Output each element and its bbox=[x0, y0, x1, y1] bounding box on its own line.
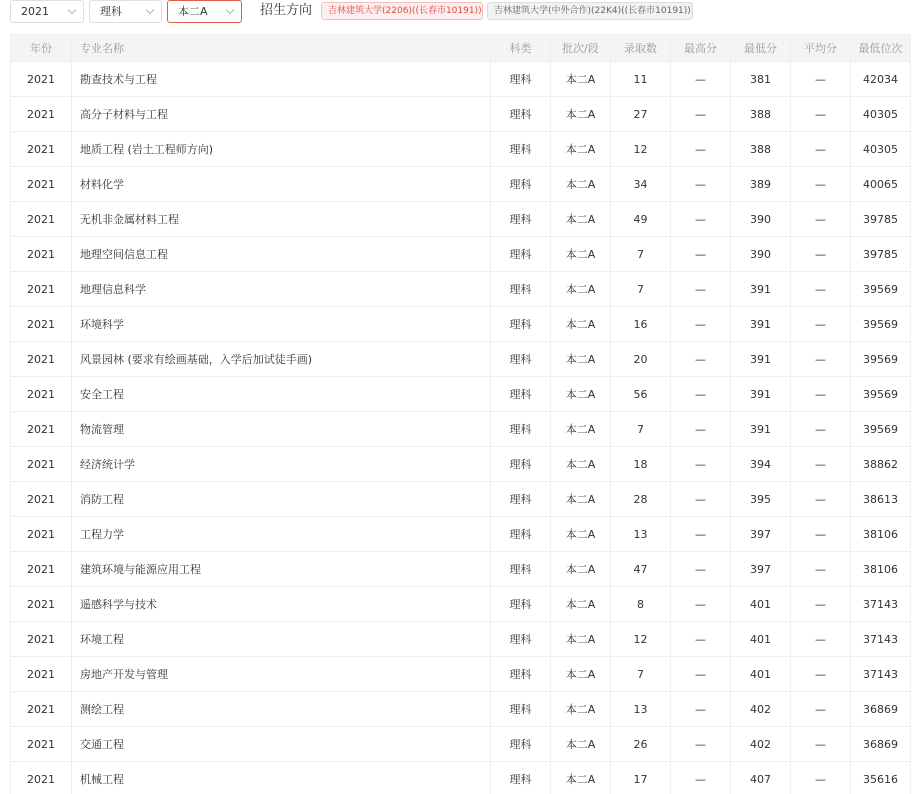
cell-min-score: 401 bbox=[731, 587, 791, 622]
cell-year: 2021 bbox=[11, 657, 72, 692]
table-header-row bbox=[11, 35, 911, 62]
cell-admitted: 12 bbox=[611, 132, 671, 167]
table-row bbox=[11, 272, 911, 307]
cell-min-rank: 36869 bbox=[851, 692, 911, 727]
cell-admitted: 34 bbox=[611, 167, 671, 202]
cell-min-score: 390 bbox=[731, 237, 791, 272]
cell-avg-score: — bbox=[791, 62, 851, 97]
score-table-container bbox=[10, 34, 910, 794]
cell-subject: 理科 bbox=[491, 447, 551, 482]
cell-avg-score: — bbox=[791, 132, 851, 167]
filter-bar bbox=[0, 0, 916, 30]
cell-avg-score: — bbox=[791, 307, 851, 342]
table-row bbox=[11, 377, 911, 412]
cell-batch: 本二A bbox=[551, 62, 611, 97]
cell-max-score: — bbox=[671, 447, 731, 482]
cell-max-score: — bbox=[671, 657, 731, 692]
cell-batch: 本二A bbox=[551, 97, 611, 132]
cell-min-rank: 35616 bbox=[851, 762, 911, 794]
cell-min-rank: 38862 bbox=[851, 447, 911, 482]
subject-select-value: 理科 bbox=[100, 5, 122, 18]
cell-max-score: — bbox=[671, 587, 731, 622]
table-row bbox=[11, 307, 911, 342]
cell-year: 2021 bbox=[11, 622, 72, 657]
cell-major: 机械工程 bbox=[72, 762, 491, 794]
cell-min-score: 381 bbox=[731, 62, 791, 97]
cell-max-score: — bbox=[671, 272, 731, 307]
cell-major: 工程力学 bbox=[72, 517, 491, 552]
cell-admitted: 28 bbox=[611, 482, 671, 517]
table-row bbox=[11, 762, 911, 794]
table-row bbox=[11, 552, 911, 587]
cell-subject: 理科 bbox=[491, 62, 551, 97]
cell-year: 2021 bbox=[11, 272, 72, 307]
cell-min-score: 391 bbox=[731, 342, 791, 377]
header-max-score: 最高分 bbox=[671, 35, 731, 62]
cell-major: 消防工程 bbox=[72, 482, 491, 517]
cell-max-score: — bbox=[671, 377, 731, 412]
cell-max-score: — bbox=[671, 692, 731, 727]
header-year: 年份 bbox=[11, 35, 72, 62]
cell-max-score: — bbox=[671, 762, 731, 794]
cell-min-score: 391 bbox=[731, 272, 791, 307]
cell-min-rank: 38106 bbox=[851, 517, 911, 552]
table-row bbox=[11, 167, 911, 202]
cell-min-score: 391 bbox=[731, 412, 791, 447]
cell-admitted: 7 bbox=[611, 272, 671, 307]
cell-max-score: — bbox=[671, 412, 731, 447]
cell-year: 2021 bbox=[11, 692, 72, 727]
table-row bbox=[11, 342, 911, 377]
cell-year: 2021 bbox=[11, 482, 72, 517]
cell-max-score: — bbox=[671, 167, 731, 202]
cell-year: 2021 bbox=[11, 517, 72, 552]
cell-min-score: 388 bbox=[731, 132, 791, 167]
table-row bbox=[11, 132, 911, 167]
cell-min-rank: 39569 bbox=[851, 412, 911, 447]
cell-year: 2021 bbox=[11, 97, 72, 132]
cell-major: 风景园林 (要求有绘画基础，入学后加试徒手画) bbox=[72, 342, 491, 377]
batch-select[interactable] bbox=[167, 0, 242, 23]
cell-year: 2021 bbox=[11, 202, 72, 237]
cell-subject: 理科 bbox=[491, 517, 551, 552]
table-row bbox=[11, 447, 911, 482]
cell-subject: 理科 bbox=[491, 132, 551, 167]
cell-admitted: 17 bbox=[611, 762, 671, 794]
year-select[interactable] bbox=[10, 0, 84, 23]
cell-min-rank: 39569 bbox=[851, 307, 911, 342]
cell-admitted: 11 bbox=[611, 62, 671, 97]
cell-avg-score: — bbox=[791, 727, 851, 762]
table-row bbox=[11, 202, 911, 237]
cell-batch: 本二A bbox=[551, 552, 611, 587]
cell-subject: 理科 bbox=[491, 97, 551, 132]
cell-avg-score: — bbox=[791, 377, 851, 412]
cell-batch: 本二A bbox=[551, 517, 611, 552]
cell-subject: 理科 bbox=[491, 307, 551, 342]
cell-admitted: 20 bbox=[611, 342, 671, 377]
cell-subject: 理科 bbox=[491, 202, 551, 237]
cell-min-rank: 39569 bbox=[851, 272, 911, 307]
cell-subject: 理科 bbox=[491, 727, 551, 762]
cell-batch: 本二A bbox=[551, 307, 611, 342]
cell-subject: 理科 bbox=[491, 412, 551, 447]
cell-major: 安全工程 bbox=[72, 377, 491, 412]
cell-subject: 理科 bbox=[491, 587, 551, 622]
cell-major: 物流管理 bbox=[72, 412, 491, 447]
header-major: 专业名称 bbox=[72, 35, 491, 62]
cell-major: 测绘工程 bbox=[72, 692, 491, 727]
cell-subject: 理科 bbox=[491, 552, 551, 587]
cell-min-score: 397 bbox=[731, 552, 791, 587]
batch-select-value: 本二A bbox=[178, 5, 208, 18]
cell-min-rank: 37143 bbox=[851, 622, 911, 657]
cell-year: 2021 bbox=[11, 307, 72, 342]
cell-batch: 本二A bbox=[551, 762, 611, 794]
cell-min-score: 389 bbox=[731, 167, 791, 202]
cell-avg-score: — bbox=[791, 552, 851, 587]
cell-batch: 本二A bbox=[551, 377, 611, 412]
cell-batch: 本二A bbox=[551, 202, 611, 237]
cell-admitted: 56 bbox=[611, 377, 671, 412]
cell-avg-score: — bbox=[791, 657, 851, 692]
cell-admitted: 49 bbox=[611, 202, 671, 237]
cell-subject: 理科 bbox=[491, 482, 551, 517]
cell-min-score: 407 bbox=[731, 762, 791, 794]
cell-subject: 理科 bbox=[491, 657, 551, 692]
cell-max-score: — bbox=[671, 482, 731, 517]
cell-major: 经济统计学 bbox=[72, 447, 491, 482]
cell-min-score: 391 bbox=[731, 377, 791, 412]
cell-avg-score: — bbox=[791, 97, 851, 132]
cell-min-score: 402 bbox=[731, 692, 791, 727]
cell-admitted: 13 bbox=[611, 517, 671, 552]
cell-subject: 理科 bbox=[491, 272, 551, 307]
cell-min-rank: 42034 bbox=[851, 62, 911, 97]
cell-min-rank: 39785 bbox=[851, 237, 911, 272]
cell-min-rank: 37143 bbox=[851, 657, 911, 692]
cell-subject: 理科 bbox=[491, 342, 551, 377]
cell-min-rank: 40305 bbox=[851, 132, 911, 167]
cell-year: 2021 bbox=[11, 377, 72, 412]
cell-year: 2021 bbox=[11, 727, 72, 762]
cell-admitted: 13 bbox=[611, 692, 671, 727]
table-row bbox=[11, 97, 911, 132]
cell-min-score: 394 bbox=[731, 447, 791, 482]
cell-batch: 本二A bbox=[551, 447, 611, 482]
cell-major: 材料化学 bbox=[72, 167, 491, 202]
cell-max-score: — bbox=[671, 727, 731, 762]
cell-max-score: — bbox=[671, 97, 731, 132]
cell-max-score: — bbox=[671, 622, 731, 657]
cell-major: 地理空间信息工程 bbox=[72, 237, 491, 272]
header-min-score: 最低分 bbox=[731, 35, 791, 62]
cell-min-score: 391 bbox=[731, 307, 791, 342]
cell-year: 2021 bbox=[11, 587, 72, 622]
cell-batch: 本二A bbox=[551, 167, 611, 202]
cell-year: 2021 bbox=[11, 552, 72, 587]
cell-max-score: — bbox=[671, 517, 731, 552]
cell-max-score: — bbox=[671, 342, 731, 377]
cell-min-score: 402 bbox=[731, 727, 791, 762]
cell-admitted: 7 bbox=[611, 412, 671, 447]
cell-avg-score: — bbox=[791, 482, 851, 517]
cell-major: 房地产开发与管理 bbox=[72, 657, 491, 692]
cell-avg-score: — bbox=[791, 412, 851, 447]
cell-batch: 本二A bbox=[551, 587, 611, 622]
cell-avg-score: — bbox=[791, 237, 851, 272]
cell-major: 交通工程 bbox=[72, 727, 491, 762]
cell-min-score: 401 bbox=[731, 622, 791, 657]
table-row bbox=[11, 587, 911, 622]
table-row bbox=[11, 517, 911, 552]
table-row bbox=[11, 727, 911, 762]
header-min-rank: 最低位次 bbox=[851, 35, 911, 62]
subject-select[interactable] bbox=[89, 0, 162, 23]
cell-max-score: — bbox=[671, 552, 731, 587]
cell-min-rank: 40065 bbox=[851, 167, 911, 202]
cell-avg-score: — bbox=[791, 622, 851, 657]
cell-max-score: — bbox=[671, 62, 731, 97]
cell-max-score: — bbox=[671, 202, 731, 237]
cell-batch: 本二A bbox=[551, 657, 611, 692]
cell-subject: 理科 bbox=[491, 692, 551, 727]
cell-max-score: — bbox=[671, 132, 731, 167]
cell-major: 勘查技术与工程 bbox=[72, 62, 491, 97]
cell-year: 2021 bbox=[11, 342, 72, 377]
cell-avg-score: — bbox=[791, 202, 851, 237]
table-row bbox=[11, 622, 911, 657]
cell-avg-score: — bbox=[791, 447, 851, 482]
cell-year: 2021 bbox=[11, 62, 72, 97]
cell-avg-score: — bbox=[791, 692, 851, 727]
table-row bbox=[11, 482, 911, 517]
cell-batch: 本二A bbox=[551, 412, 611, 447]
cell-major: 地理信息科学 bbox=[72, 272, 491, 307]
cell-avg-score: — bbox=[791, 517, 851, 552]
cell-year: 2021 bbox=[11, 762, 72, 794]
chevron-down-icon bbox=[226, 6, 234, 14]
cell-batch: 本二A bbox=[551, 482, 611, 517]
cell-major: 环境工程 bbox=[72, 622, 491, 657]
cell-year: 2021 bbox=[11, 132, 72, 167]
table-row bbox=[11, 692, 911, 727]
cell-subject: 理科 bbox=[491, 167, 551, 202]
cell-min-score: 390 bbox=[731, 202, 791, 237]
cell-major: 建筑环境与能源应用工程 bbox=[72, 552, 491, 587]
cell-admitted: 26 bbox=[611, 727, 671, 762]
table-row bbox=[11, 237, 911, 272]
cell-max-score: — bbox=[671, 237, 731, 272]
cell-year: 2021 bbox=[11, 447, 72, 482]
header-subject: 科类 bbox=[491, 35, 551, 62]
cell-min-rank: 38106 bbox=[851, 552, 911, 587]
cell-year: 2021 bbox=[11, 167, 72, 202]
cell-admitted: 16 bbox=[611, 307, 671, 342]
cell-min-rank: 38613 bbox=[851, 482, 911, 517]
cell-avg-score: — bbox=[791, 167, 851, 202]
cell-major: 地质工程 (岩土工程师方向) bbox=[72, 132, 491, 167]
table-row bbox=[11, 412, 911, 447]
cell-subject: 理科 bbox=[491, 377, 551, 412]
cell-min-score: 397 bbox=[731, 517, 791, 552]
cell-min-rank: 40305 bbox=[851, 97, 911, 132]
cell-major: 无机非金属材料工程 bbox=[72, 202, 491, 237]
cell-major: 高分子材料与工程 bbox=[72, 97, 491, 132]
header-admitted: 录取数 bbox=[611, 35, 671, 62]
cell-subject: 理科 bbox=[491, 762, 551, 794]
cell-subject: 理科 bbox=[491, 622, 551, 657]
cell-batch: 本二A bbox=[551, 692, 611, 727]
score-table bbox=[10, 34, 911, 794]
cell-major: 环境科学 bbox=[72, 307, 491, 342]
table-row bbox=[11, 62, 911, 97]
cell-batch: 本二A bbox=[551, 237, 611, 272]
cell-min-rank: 36869 bbox=[851, 727, 911, 762]
header-batch: 批次/段 bbox=[551, 35, 611, 62]
cell-max-score: — bbox=[671, 307, 731, 342]
cell-year: 2021 bbox=[11, 412, 72, 447]
cell-min-score: 388 bbox=[731, 97, 791, 132]
cell-avg-score: — bbox=[791, 272, 851, 307]
cell-admitted: 8 bbox=[611, 587, 671, 622]
cell-major: 遥感科学与技术 bbox=[72, 587, 491, 622]
table-row bbox=[11, 657, 911, 692]
cell-min-score: 395 bbox=[731, 482, 791, 517]
cell-admitted: 7 bbox=[611, 657, 671, 692]
cell-admitted: 18 bbox=[611, 447, 671, 482]
direction-tag-selected[interactable]: 吉林建筑大学(2206)((长春市10191)) bbox=[321, 2, 483, 20]
cell-admitted: 12 bbox=[611, 622, 671, 657]
chevron-down-icon bbox=[146, 6, 154, 14]
cell-admitted: 47 bbox=[611, 552, 671, 587]
year-select-value: 2021 bbox=[21, 5, 49, 18]
cell-min-rank: 39785 bbox=[851, 202, 911, 237]
cell-min-rank: 37143 bbox=[851, 587, 911, 622]
header-avg-score: 平均分 bbox=[791, 35, 851, 62]
cell-min-rank: 39569 bbox=[851, 342, 911, 377]
cell-batch: 本二A bbox=[551, 272, 611, 307]
cell-avg-score: — bbox=[791, 587, 851, 622]
cell-avg-score: — bbox=[791, 342, 851, 377]
cell-admitted: 27 bbox=[611, 97, 671, 132]
cell-batch: 本二A bbox=[551, 342, 611, 377]
direction-tag[interactable]: 吉林建筑大学(中外合作)(22K4)((长春市10191)) bbox=[487, 2, 693, 20]
chevron-down-icon bbox=[68, 6, 76, 14]
cell-subject: 理科 bbox=[491, 237, 551, 272]
cell-min-score: 401 bbox=[731, 657, 791, 692]
cell-year: 2021 bbox=[11, 237, 72, 272]
cell-admitted: 7 bbox=[611, 237, 671, 272]
cell-avg-score: — bbox=[791, 762, 851, 794]
cell-batch: 本二A bbox=[551, 727, 611, 762]
cell-batch: 本二A bbox=[551, 622, 611, 657]
direction-label: 招生方向 bbox=[260, 3, 313, 18]
cell-min-rank: 39569 bbox=[851, 377, 911, 412]
cell-batch: 本二A bbox=[551, 132, 611, 167]
